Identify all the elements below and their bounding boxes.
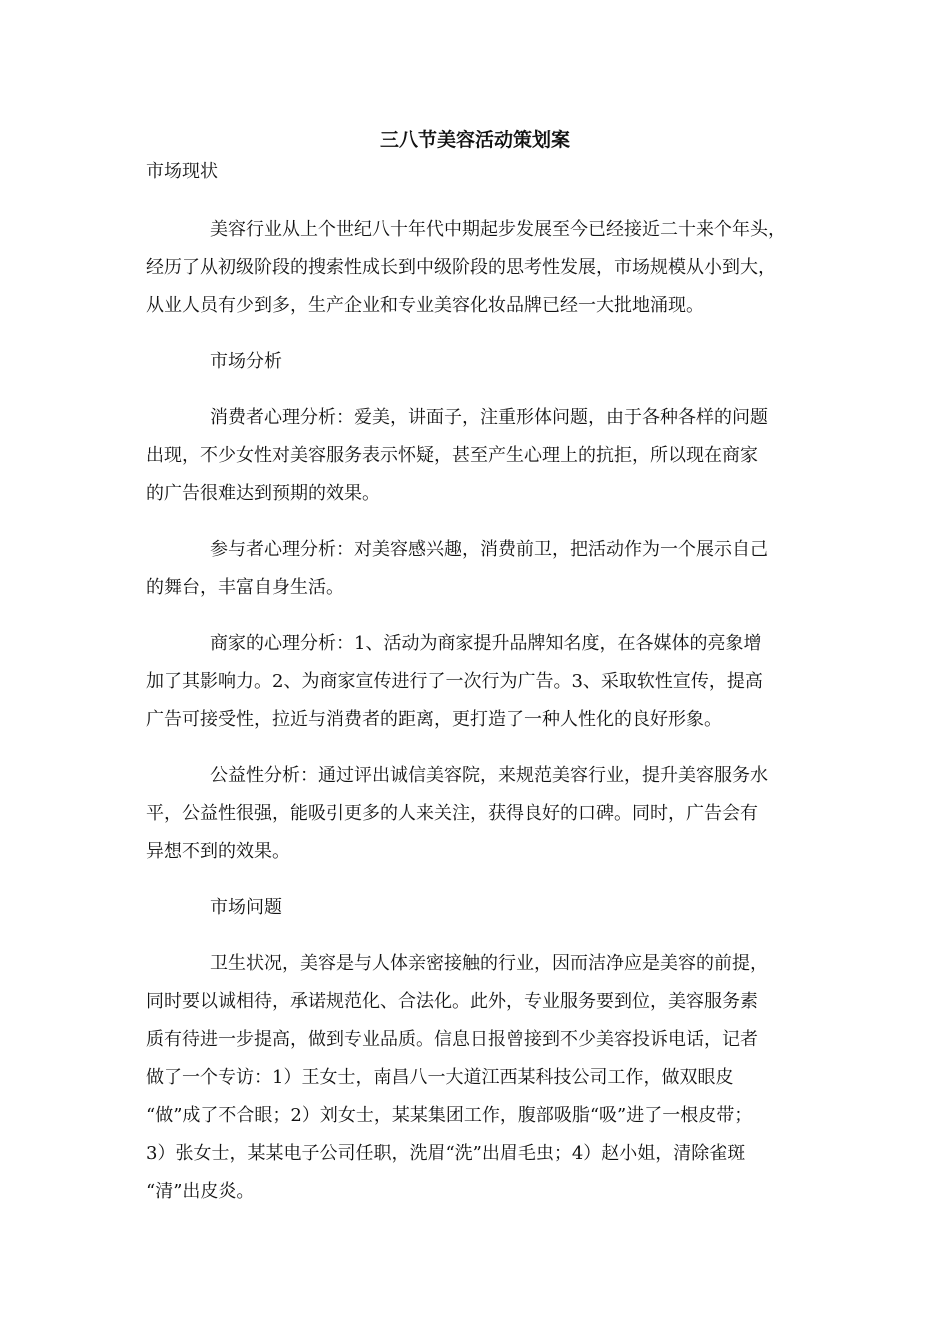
- paragraph-line: 广告可接受性，拉近与消费者的距离，更打造了一种人性化的良好形象。: [146, 709, 722, 730]
- paragraph-line: 的广告很难达到预期的效果。: [146, 483, 380, 504]
- paragraph-line: “清”出皮炎。: [146, 1181, 255, 1202]
- paragraph-line: 加了其影响力。2、为商家宣传进行了一次行为广告。3、采取软性宣传，提高: [146, 671, 763, 692]
- paragraph-line: “做”成了不合眼；2）刘女士，某某集团工作，腹部吸脂“吸”进了一根皮带；: [146, 1105, 753, 1126]
- section-heading-market-analysis: 市场分析: [210, 351, 282, 372]
- paragraph-line: 美容行业从上个世纪八十年代中期起步发展至今已经接近二十来个年头，: [210, 219, 786, 240]
- paragraph-line: 的舞台，丰富自身生活。: [146, 577, 344, 598]
- paragraph-line: 做了一个专访：1）王女士，南昌八一大道江西某科技公司工作，做双眼皮: [146, 1067, 734, 1088]
- paragraph-line: 平，公益性很强，能吸引更多的人来关注，获得良好的口碑。同时，广告会有: [146, 803, 758, 824]
- paragraph-line: 同时要以诚相待，承诺规范化、合法化。此外，专业服务要到位，美容服务素: [146, 991, 758, 1012]
- paragraph-line: 出现，不少女性对美容服务表示怀疑，甚至产生心理上的抗拒，所以现在商家: [146, 445, 758, 466]
- paragraph-line: 参与者心理分析：对美容感兴趣，消费前卫，把活动作为一个展示自己: [210, 539, 768, 560]
- paragraph-line: 质有待进一步提高，做到专业品质。信息日报曾接到不少美容投诉电话，记者: [146, 1029, 758, 1050]
- paragraph-line: 异想不到的效果。: [146, 841, 290, 862]
- paragraph-line: 经历了从初级阶段的搜索性成长到中级阶段的思考性发展，市场规模从小到大，: [146, 257, 776, 278]
- paragraph-line: 商家的心理分析：1、活动为商家提升品牌知名度，在各媒体的亮象增: [210, 633, 762, 654]
- paragraph-line: 公益性分析：通过评出诚信美容院，来规范美容行业，提升美容服务水: [210, 765, 768, 786]
- paragraph-line: 消费者心理分析：爱美，讲面子，注重形体问题，由于各种各样的问题: [210, 407, 768, 428]
- paragraph-line: 从业人员有少到多，生产企业和专业美容化妆品牌已经一大批地涌现。: [146, 295, 704, 316]
- paragraph-line: 3）张女士，某某电子公司任职，洗眉“洗”出眉毛虫；4）赵小姐，清除雀斑: [146, 1143, 746, 1164]
- section-heading-market-status: 市场现状: [146, 161, 218, 182]
- document-title: 三八节美容活动策划案: [379, 129, 570, 151]
- section-heading-market-problems: 市场问题: [210, 897, 282, 918]
- paragraph-line: 卫生状况，美容是与人体亲密接触的行业，因而洁净应是美容的前提，: [210, 953, 768, 974]
